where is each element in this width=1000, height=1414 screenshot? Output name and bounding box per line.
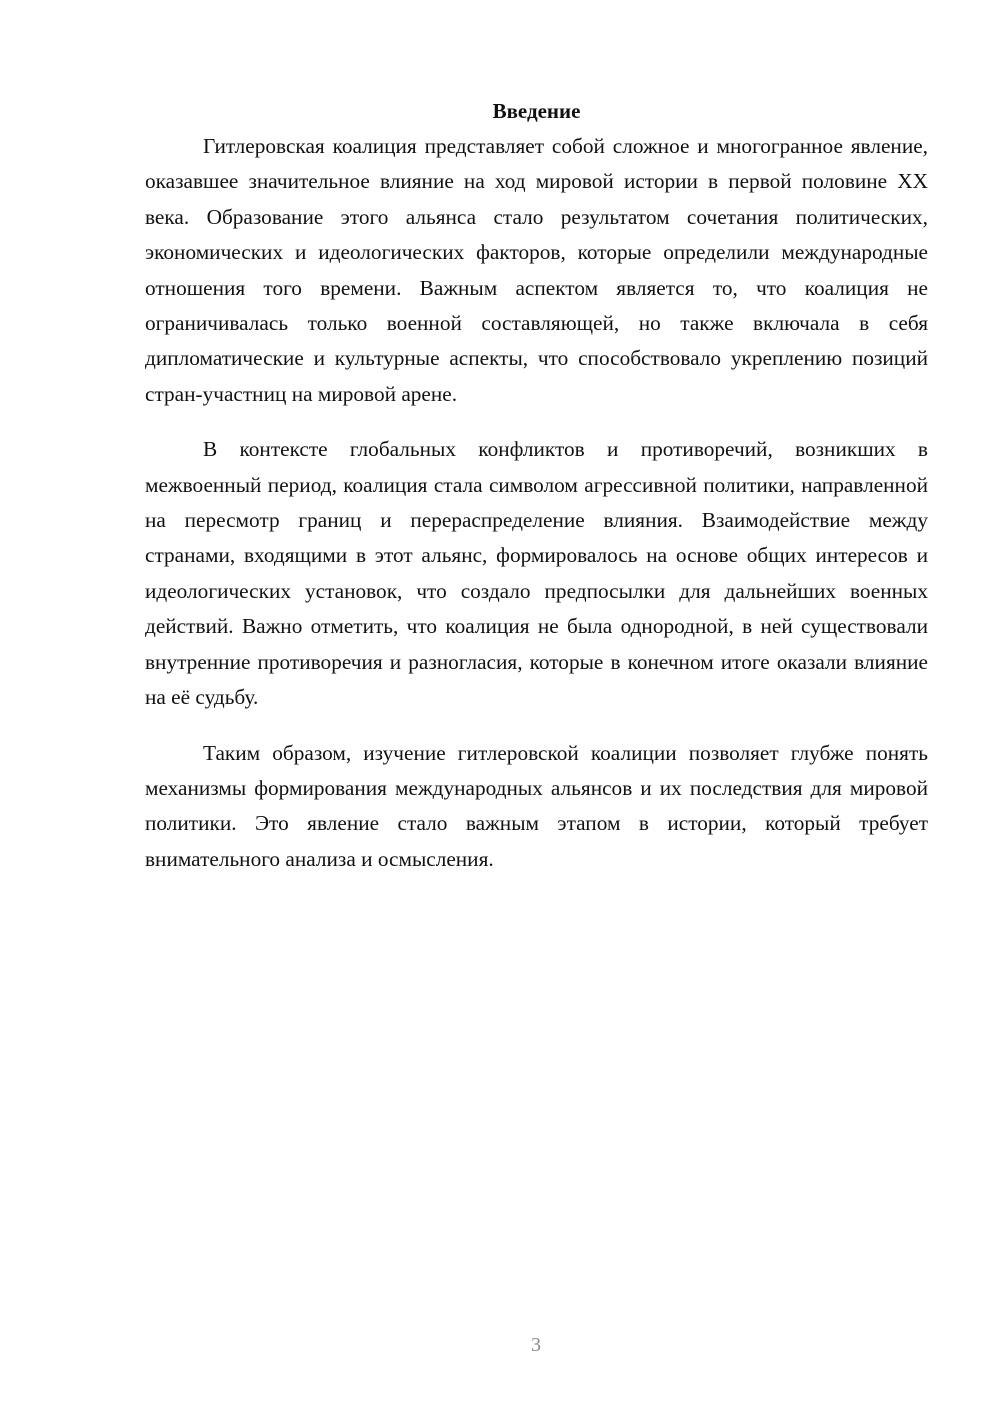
page-content: [145, 96, 928, 897]
paragraph-1: Гитлеровская коалиция представляет собой сложное и многогранное явление, оказавшее значительное влияние на ход мировой истории в первой половине XX века. Образование этого альянса стало результатом сочетания политических, экономических и идеологических факторов, которые определили международные отношения того времени. Важным аспектом является то, что коалиция не ограничивалась только военной составляющей, но также включала в себя дипломатические и культурные аспекты, что способствовало укреплению позиций стран-участниц на мировой арене.: [145, 134, 928, 406]
paragraph-3: Таким образом, изучение гитлеровской коалиции позволяет глубже понять механизмы формирования международных альянсов и их последствия для мировой политики. Это явление стало важным этапом в истории, который требует внимательного анализа и осмысления.: [145, 740, 928, 871]
section-title: Введение: [492, 99, 581, 123]
paragraph-2: В контексте глобальных конфликтов и противоречий, возникших в межвоенный период, коалиция стала символом агрессивной политики, направленной на пересмотр границ и перераспределение влияния. Взаимодействие между странами, входящими в этот альянс, формировалось на основе общих интересов и идеологических установок, что создало предпосылки для дальнейших военных действий. Важно отметить, что коалиция не была однородной, в ней существовали внутренние противоречия и разногласия, которые в конечном итоге оказали влияние на её судьбу.: [145, 437, 928, 710]
page-number: 3: [531, 1334, 541, 1356]
